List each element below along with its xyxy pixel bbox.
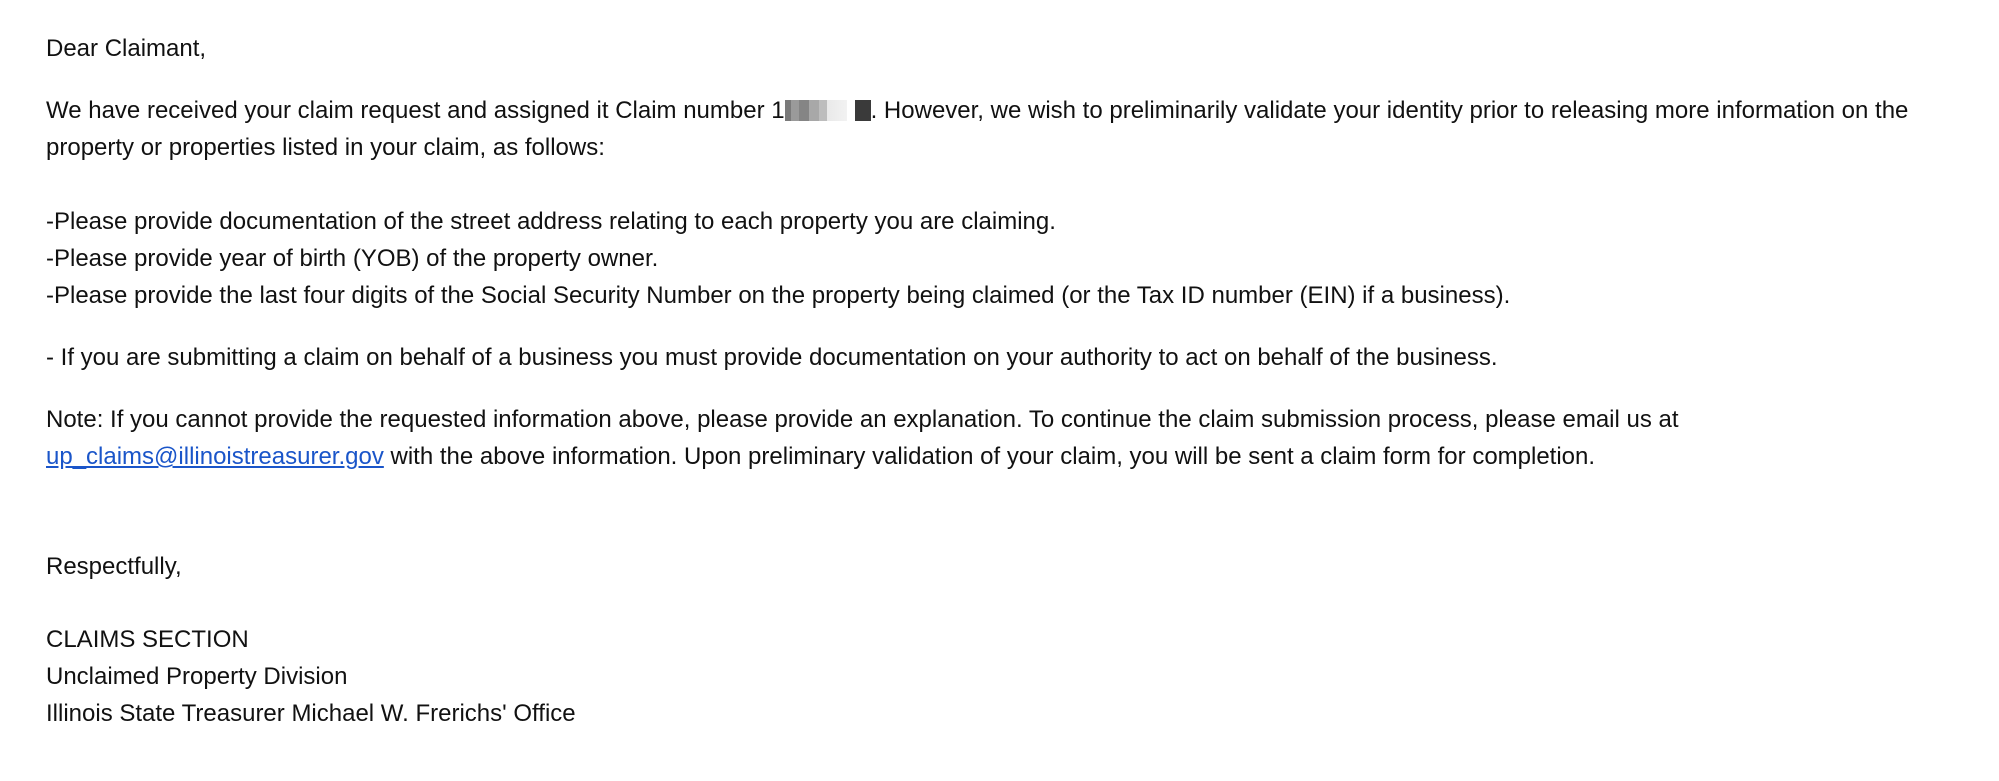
letter-body — [46, 0, 1976, 732]
redacted-claim-number — [785, 100, 847, 121]
intro-text-after-number: . However, we wish to preliminarily validate your identity prior to releasing more information on the property or properties listed in your claim, as follows: — [46, 97, 1909, 161]
note-text-after-email: with the above information. Upon preliminary validation of your claim, you will be sent a claim form for completion. — [383, 443, 1596, 470]
business-note: - If you are submitting a claim on behalf of a business you must provide documentation on your authority to act on behalf of the business. — [46, 344, 1498, 371]
note-paragraph — [46, 401, 1976, 475]
email-link[interactable]: up_claims@illinoistreasurer.gov — [46, 443, 384, 470]
request-item-yob: -Please provide year of birth (YOB) of the property owner. — [46, 245, 659, 272]
redacted-claim-number-end — [855, 100, 871, 121]
intro-paragraph — [46, 92, 1976, 166]
request-item-address: -Please provide documentation of the street address relating to each property you are claiming. — [46, 208, 1056, 235]
note-text-before-email: Note: If you cannot provide the requested information above, please provide an explanation. To continue the claim submission process, please email us at — [46, 406, 1679, 433]
signature-division: Unclaimed Property Division — [46, 663, 348, 690]
signature-block — [46, 621, 1976, 732]
greeting: Dear Claimant, — [46, 35, 207, 62]
intro-text-before-number: We have received your claim request and assigned it Claim number 1 — [46, 97, 785, 124]
request-list — [46, 203, 1976, 314]
request-item-ssn: -Please provide the last four digits of the Social Security Number on the property being claimed (or the Tax ID number (EIN) if a business). — [46, 282, 1511, 309]
signature-section: CLAIMS SECTION — [46, 626, 249, 653]
signature-office: Illinois State Treasurer Michael W. Frerichs' Office — [46, 700, 576, 727]
closing: Respectfully, — [46, 553, 182, 580]
